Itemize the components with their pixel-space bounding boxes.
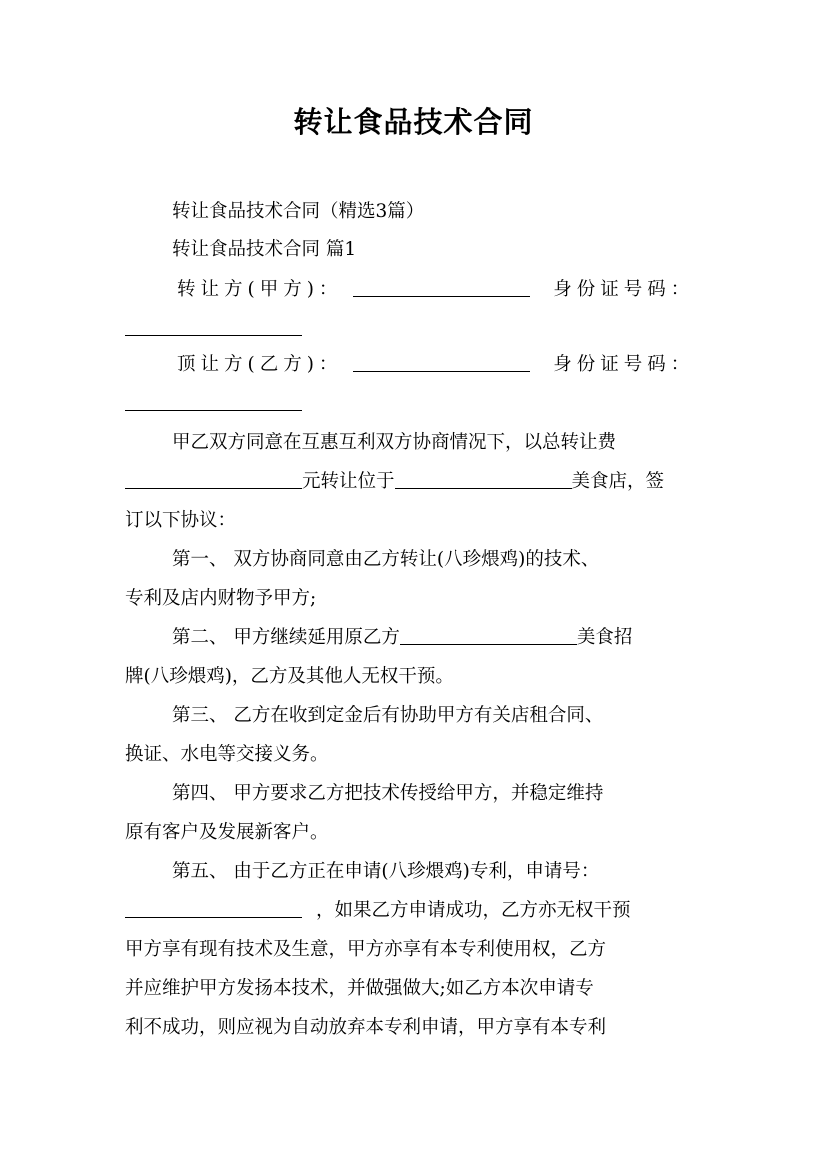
clause-4-line: 第四、 甲方要求乙方把技术传授给甲方，并稳定维持	[172, 783, 604, 804]
party-a-label: 转让方(甲方)：	[177, 279, 343, 300]
clause-4-line: 原有客户及发展新客户。	[125, 822, 329, 843]
clause-2-text: 第二、 甲方继续延用原乙方	[172, 627, 400, 648]
party-a-id-line	[125, 316, 705, 342]
paragraph-line	[125, 469, 705, 495]
clause-5-line: 第五、 由于乙方正在申请(八珍煨鸡)专利，申请号：	[172, 861, 600, 882]
clause-1-line: 专利及店内财物予甲方;	[125, 588, 317, 609]
shop-text: 美食店，签	[571, 471, 665, 492]
location-blank	[395, 487, 572, 489]
party-b-name-blank	[353, 370, 530, 372]
party-b-id-line	[125, 391, 705, 417]
party-b-label: 顶让方(乙方)：	[177, 354, 343, 375]
clause-3-line: 第三、 乙方在收到定金后有协助甲方有关店租合同、	[172, 705, 604, 726]
party-a-id-label: 身份证号码：	[553, 279, 695, 300]
clause-5-line: 利不成功，则应视为自动放弃本专利申请，甲方享有本专利	[125, 1017, 607, 1038]
paragraph-line: 订以下协议：	[125, 510, 237, 531]
party-b-id-label: 身份证号码：	[553, 354, 695, 375]
patent-number-blank	[125, 916, 302, 918]
transfer-text: 元转让位于	[302, 471, 395, 492]
clause-2-tail: 美食招	[576, 627, 633, 648]
clause-2-line	[125, 625, 752, 651]
transfer-fee-blank	[125, 487, 302, 489]
clause-5-line	[125, 898, 705, 924]
document-title: 转让食品技术合同	[293, 105, 534, 139]
clause-1-line: 第一、 双方协商同意由乙方转让(八珍煨鸡)的技术、	[172, 549, 600, 570]
section-heading: 转让食品技术合同 篇1	[172, 239, 357, 260]
party-a-id-blank	[125, 334, 302, 336]
clause-3-line: 换证、水电等交接义务。	[125, 744, 329, 765]
party-b-line	[125, 352, 757, 378]
clause-5-line: 并应维护甲方发扬本技术，并做强做大;如乙方本次申请专	[125, 978, 594, 999]
clause-5-text: ，如果乙方申请成功，乙方亦无权干预	[316, 900, 631, 921]
original-brand-blank	[400, 643, 577, 645]
party-a-name-blank	[353, 295, 530, 297]
party-a-line	[125, 277, 757, 303]
clause-2-line: 牌(八珍煨鸡)，乙方及其他人无权干预。	[125, 666, 454, 687]
clause-5-line: 甲方享有现有技术及生意，甲方亦享有本专利使用权，乙方	[125, 939, 607, 960]
subtitle-line: 转让食品技术合同（精选3篇）	[172, 201, 425, 222]
paragraph-line: 甲乙双方同意在互惠互利双方协商情况下，以总转让费	[172, 432, 617, 453]
party-b-id-blank	[125, 409, 302, 411]
